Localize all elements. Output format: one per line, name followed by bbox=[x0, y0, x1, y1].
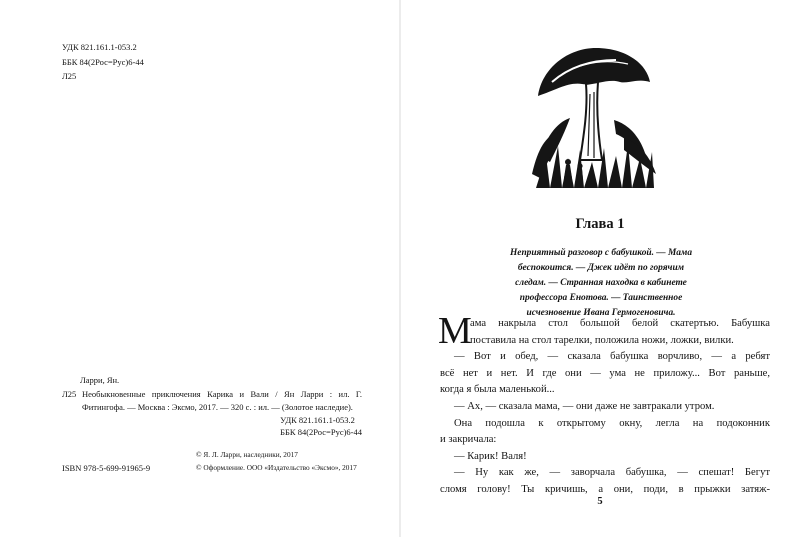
body-line: Она подошла к открытому окну, легла на подоконник bbox=[454, 417, 770, 429]
copyright-line: © Я. Л. Ларри, наследники, 2017 bbox=[196, 450, 298, 459]
copyright-block bbox=[196, 448, 357, 474]
bbk-code: ББК 84(2Рос=Рус)6-44 bbox=[62, 56, 144, 67]
mushroom-illustration-icon bbox=[528, 38, 660, 196]
summary-line: Неприятный разговор с бабушкой. — Мама bbox=[509, 248, 693, 258]
udk-code-repeat: УДК 821.161.1-053.2 bbox=[280, 415, 355, 425]
bbk-code-repeat: ББК 84(2Рос=Рус)6-44 bbox=[280, 427, 362, 437]
body-line: ама накрыла стол большой белой скатертью. Бабушка bbox=[470, 318, 770, 329]
udk-code: УДК 821.161.1-053.2 bbox=[62, 42, 137, 52]
body-line: сломя голову! Ты кричишь, а они, поди, в прыжки затяж- bbox=[440, 483, 770, 495]
body-line: всё нет и нет. И где они — ума не приложу... Вот раньше, bbox=[440, 367, 770, 379]
chapter-summary bbox=[448, 246, 754, 321]
body-line: когда я была маленькой... bbox=[440, 384, 555, 396]
body-line: — Карик! Валя! bbox=[454, 450, 527, 462]
page-number: 5 bbox=[597, 496, 603, 507]
right-page bbox=[400, 0, 800, 537]
bibliographic-record bbox=[62, 374, 362, 437]
classification-block bbox=[62, 40, 144, 84]
isbn: ISBN 978-5-699-91965-9 bbox=[62, 463, 151, 473]
summary-line: беспокоится. — Джек идёт по горячим bbox=[517, 263, 685, 273]
author-code: Л25 bbox=[62, 71, 77, 81]
bibliographic-text: Необыкновенные приключения Карика и Вали / Ян Ларри : ил. Г. Фитингофа. — Москва : Эксмо, 2017. — 320 с. : ил. — (Золотое наследие). bbox=[82, 388, 362, 412]
copyright-line: © Оформление. ООО «Издательство «Эксмо», 2017 bbox=[196, 463, 357, 472]
body-line: — Вот и обед, — сказала бабушка ворчливо, — а ребят bbox=[454, 351, 770, 363]
summary-line: следам. — Странная находка в кабинете bbox=[515, 278, 687, 288]
call-code: Л25 bbox=[62, 388, 77, 399]
chapter-title: Глава 1 bbox=[575, 216, 625, 232]
drop-cap: М bbox=[438, 310, 472, 352]
summary-line: исчезновение Ивана Гермогеновича. bbox=[526, 308, 676, 318]
body-line: поставила на стол тарелки, положила ножи, ложки, вилки. bbox=[470, 334, 734, 346]
body-line: — Ну как же, — заворчала бабушка, — спешат! Бегут bbox=[454, 467, 770, 479]
summary-line: профессора Енотова. — Таинственное bbox=[519, 293, 683, 303]
author-name: Ларри, Ян. bbox=[80, 375, 120, 385]
bibliographic-codes bbox=[280, 414, 362, 438]
body-line: и закричала: bbox=[440, 434, 497, 446]
body-line: — Ах, — сказала мама, — они даже не завтракали утром. bbox=[454, 400, 715, 412]
